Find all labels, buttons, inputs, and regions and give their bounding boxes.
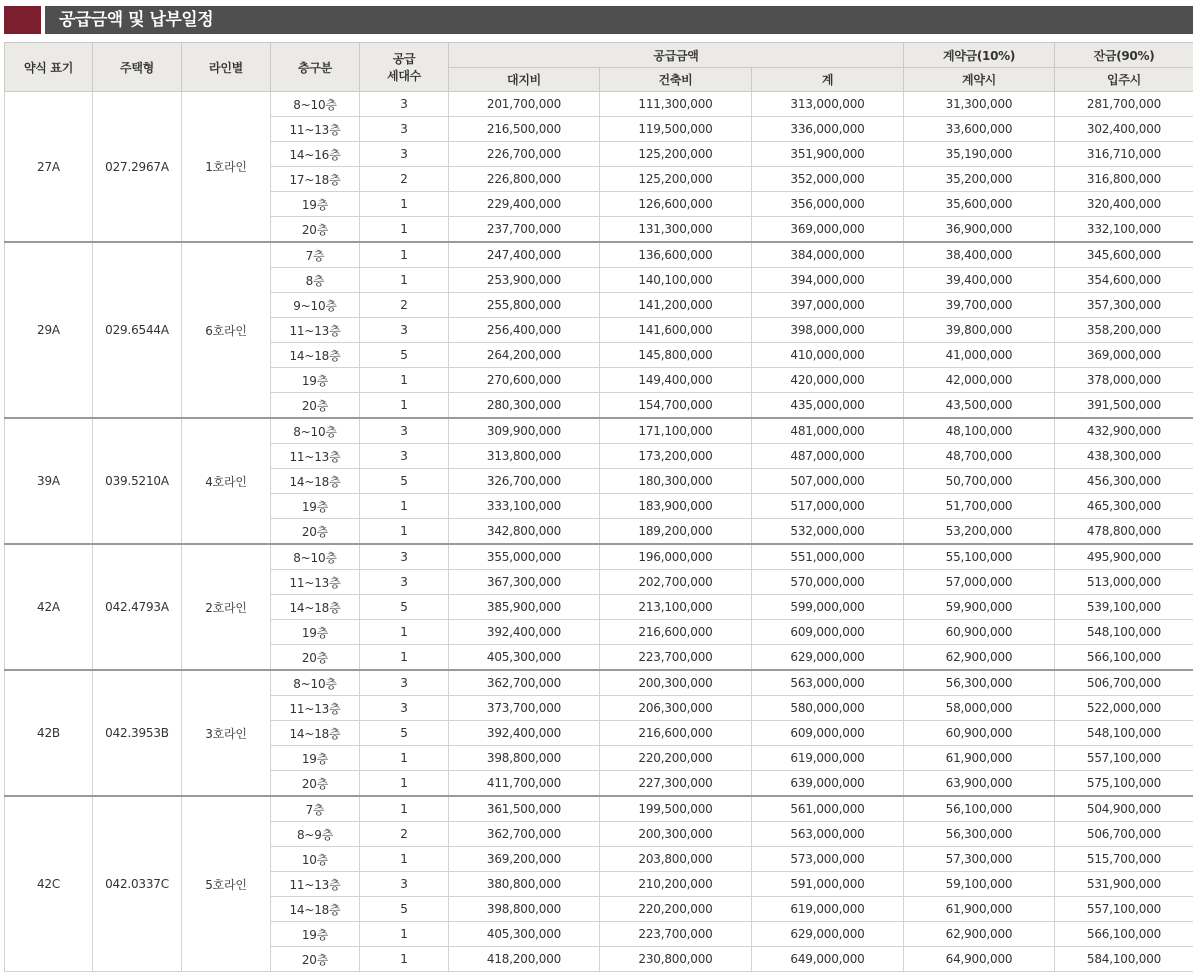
land-cost-cell: 362,700,000 — [449, 670, 600, 696]
table-row — [5, 796, 1193, 822]
total-cell: 398,000,000 — [752, 318, 904, 343]
floor-cell: 11~13층 — [271, 696, 360, 721]
deposit-cell: 56,300,000 — [904, 822, 1055, 847]
header-land: 대지비 — [449, 68, 600, 92]
total-cell: 563,000,000 — [752, 670, 904, 696]
type-abbrev-cell: 29A — [5, 242, 93, 418]
deposit-cell: 59,900,000 — [904, 595, 1055, 620]
floor-cell: 11~13층 — [271, 444, 360, 469]
floor-cell: 19층 — [271, 368, 360, 393]
total-cell: 356,000,000 — [752, 192, 904, 217]
total-cell: 563,000,000 — [752, 822, 904, 847]
units-cell: 2 — [360, 167, 449, 192]
balance-cell: 302,400,000 — [1055, 117, 1193, 142]
header-units-line2: 세대수 — [360, 67, 448, 84]
land-cost-cell: 280,300,000 — [449, 393, 600, 419]
deposit-cell: 39,700,000 — [904, 293, 1055, 318]
building-cost-cell: 126,600,000 — [600, 192, 752, 217]
building-cost-cell: 196,000,000 — [600, 544, 752, 570]
header-type-abbrev: 약식 표기 — [5, 43, 93, 92]
total-cell: 487,000,000 — [752, 444, 904, 469]
units-cell: 5 — [360, 897, 449, 922]
total-cell: 629,000,000 — [752, 645, 904, 671]
deposit-cell: 59,100,000 — [904, 872, 1055, 897]
total-cell: 369,000,000 — [752, 217, 904, 243]
building-cost-cell: 203,800,000 — [600, 847, 752, 872]
title-band — [45, 6, 1193, 34]
units-cell: 1 — [360, 847, 449, 872]
page-title: 공급금액 및 납부일정 — [59, 6, 213, 34]
balance-cell: 575,100,000 — [1055, 771, 1193, 797]
units-cell: 1 — [360, 242, 449, 268]
deposit-cell: 62,900,000 — [904, 922, 1055, 947]
land-cost-cell: 309,900,000 — [449, 418, 600, 444]
land-cost-cell: 333,100,000 — [449, 494, 600, 519]
total-cell: 609,000,000 — [752, 721, 904, 746]
floor-cell: 19층 — [271, 494, 360, 519]
deposit-cell: 48,100,000 — [904, 418, 1055, 444]
table-body — [5, 92, 1193, 972]
total-cell: 629,000,000 — [752, 922, 904, 947]
floor-cell: 8~10층 — [271, 544, 360, 570]
land-cost-cell: 367,300,000 — [449, 570, 600, 595]
land-cost-cell: 373,700,000 — [449, 696, 600, 721]
units-cell: 3 — [360, 117, 449, 142]
total-cell: 394,000,000 — [752, 268, 904, 293]
balance-cell: 281,700,000 — [1055, 92, 1193, 117]
land-cost-cell: 392,400,000 — [449, 721, 600, 746]
land-cost-cell: 355,000,000 — [449, 544, 600, 570]
line-cell: 1호라인 — [182, 92, 271, 243]
total-cell: 561,000,000 — [752, 796, 904, 822]
units-cell: 1 — [360, 746, 449, 771]
table-row — [5, 544, 1193, 570]
building-cost-cell: 230,800,000 — [600, 947, 752, 972]
deposit-cell: 62,900,000 — [904, 645, 1055, 671]
floor-cell: 19층 — [271, 620, 360, 645]
building-cost-cell: 189,200,000 — [600, 519, 752, 545]
house-type-cell: 029.6544A — [93, 242, 182, 418]
total-cell: 410,000,000 — [752, 343, 904, 368]
total-cell: 619,000,000 — [752, 746, 904, 771]
units-cell: 1 — [360, 645, 449, 671]
deposit-cell: 31,300,000 — [904, 92, 1055, 117]
units-cell: 3 — [360, 696, 449, 721]
total-cell: 532,000,000 — [752, 519, 904, 545]
land-cost-cell: 229,400,000 — [449, 192, 600, 217]
deposit-cell: 51,700,000 — [904, 494, 1055, 519]
deposit-cell: 57,300,000 — [904, 847, 1055, 872]
balance-cell: 566,100,000 — [1055, 645, 1193, 671]
building-cost-cell: 227,300,000 — [600, 771, 752, 797]
type-abbrev-cell: 42C — [5, 796, 93, 972]
floor-cell: 19층 — [271, 922, 360, 947]
floor-cell: 19층 — [271, 746, 360, 771]
balance-cell: 357,300,000 — [1055, 293, 1193, 318]
house-type-cell: 042.4793A — [93, 544, 182, 670]
building-cost-cell: 131,300,000 — [600, 217, 752, 243]
land-cost-cell: 237,700,000 — [449, 217, 600, 243]
floor-cell: 7층 — [271, 796, 360, 822]
deposit-cell: 56,300,000 — [904, 670, 1055, 696]
building-cost-cell: 125,200,000 — [600, 167, 752, 192]
balance-cell: 354,600,000 — [1055, 268, 1193, 293]
total-cell: 435,000,000 — [752, 393, 904, 419]
balance-cell: 369,000,000 — [1055, 343, 1193, 368]
units-cell: 2 — [360, 822, 449, 847]
total-cell: 420,000,000 — [752, 368, 904, 393]
units-cell: 5 — [360, 343, 449, 368]
deposit-cell: 57,000,000 — [904, 570, 1055, 595]
balance-cell: 506,700,000 — [1055, 670, 1193, 696]
units-cell: 3 — [360, 418, 449, 444]
deposit-cell: 63,900,000 — [904, 771, 1055, 797]
balance-cell: 432,900,000 — [1055, 418, 1193, 444]
balance-cell: 378,000,000 — [1055, 368, 1193, 393]
deposit-cell: 50,700,000 — [904, 469, 1055, 494]
floor-cell: 14~18층 — [271, 721, 360, 746]
deposit-cell: 53,200,000 — [904, 519, 1055, 545]
type-abbrev-cell: 39A — [5, 418, 93, 544]
units-cell: 3 — [360, 570, 449, 595]
building-cost-cell: 210,200,000 — [600, 872, 752, 897]
units-cell: 3 — [360, 92, 449, 117]
building-cost-cell: 173,200,000 — [600, 444, 752, 469]
land-cost-cell: 405,300,000 — [449, 645, 600, 671]
building-cost-cell: 141,200,000 — [600, 293, 752, 318]
balance-cell: 465,300,000 — [1055, 494, 1193, 519]
units-cell: 5 — [360, 721, 449, 746]
land-cost-cell: 313,800,000 — [449, 444, 600, 469]
total-cell: 580,000,000 — [752, 696, 904, 721]
house-type-cell: 027.2967A — [93, 92, 182, 243]
land-cost-cell: 342,800,000 — [449, 519, 600, 545]
deposit-cell: 61,900,000 — [904, 897, 1055, 922]
deposit-cell: 60,900,000 — [904, 620, 1055, 645]
deposit-cell: 55,100,000 — [904, 544, 1055, 570]
total-cell: 570,000,000 — [752, 570, 904, 595]
floor-cell: 11~13층 — [271, 117, 360, 142]
deposit-cell: 42,000,000 — [904, 368, 1055, 393]
line-cell: 4호라인 — [182, 418, 271, 544]
building-cost-cell: 111,300,000 — [600, 92, 752, 117]
floor-cell: 10층 — [271, 847, 360, 872]
header-total: 계 — [752, 68, 904, 92]
land-cost-cell: 362,700,000 — [449, 822, 600, 847]
building-cost-cell: 220,200,000 — [600, 746, 752, 771]
land-cost-cell: 255,800,000 — [449, 293, 600, 318]
deposit-cell: 58,000,000 — [904, 696, 1055, 721]
total-cell: 619,000,000 — [752, 897, 904, 922]
units-cell: 3 — [360, 444, 449, 469]
deposit-cell: 35,200,000 — [904, 167, 1055, 192]
deposit-cell: 35,190,000 — [904, 142, 1055, 167]
deposit-cell: 60,900,000 — [904, 721, 1055, 746]
building-cost-cell: 136,600,000 — [600, 242, 752, 268]
building-cost-cell: 213,100,000 — [600, 595, 752, 620]
units-cell: 1 — [360, 519, 449, 545]
total-cell: 591,000,000 — [752, 872, 904, 897]
total-cell: 517,000,000 — [752, 494, 904, 519]
floor-cell: 8층 — [271, 268, 360, 293]
deposit-cell: 41,000,000 — [904, 343, 1055, 368]
balance-cell: 566,100,000 — [1055, 922, 1193, 947]
deposit-cell: 39,800,000 — [904, 318, 1055, 343]
header-row-1 — [5, 43, 1193, 68]
floor-cell: 20층 — [271, 217, 360, 243]
units-cell: 3 — [360, 544, 449, 570]
floor-cell: 20층 — [271, 393, 360, 419]
total-cell: 649,000,000 — [752, 947, 904, 972]
units-cell: 1 — [360, 796, 449, 822]
building-cost-cell: 140,100,000 — [600, 268, 752, 293]
total-cell: 397,000,000 — [752, 293, 904, 318]
balance-cell: 548,100,000 — [1055, 721, 1193, 746]
building-cost-cell: 223,700,000 — [600, 645, 752, 671]
units-cell: 3 — [360, 872, 449, 897]
floor-cell: 14~18층 — [271, 469, 360, 494]
balance-cell: 332,100,000 — [1055, 217, 1193, 243]
units-cell: 1 — [360, 192, 449, 217]
type-abbrev-cell: 42A — [5, 544, 93, 670]
line-cell: 6호라인 — [182, 242, 271, 418]
building-cost-cell: 183,900,000 — [600, 494, 752, 519]
header-balance-sub: 입주시 — [1055, 68, 1193, 92]
balance-cell: 513,000,000 — [1055, 570, 1193, 595]
building-cost-cell: 154,700,000 — [600, 393, 752, 419]
price-table — [4, 42, 1193, 972]
balance-cell: 531,900,000 — [1055, 872, 1193, 897]
floor-cell: 20층 — [271, 519, 360, 545]
land-cost-cell: 326,700,000 — [449, 469, 600, 494]
balance-cell: 320,400,000 — [1055, 192, 1193, 217]
header-supply-amount: 공급금액 — [449, 43, 904, 68]
total-cell: 351,900,000 — [752, 142, 904, 167]
balance-cell: 438,300,000 — [1055, 444, 1193, 469]
floor-cell: 20층 — [271, 771, 360, 797]
floor-cell: 8~10층 — [271, 92, 360, 117]
balance-cell: 456,300,000 — [1055, 469, 1193, 494]
total-cell: 384,000,000 — [752, 242, 904, 268]
land-cost-cell: 253,900,000 — [449, 268, 600, 293]
total-cell: 609,000,000 — [752, 620, 904, 645]
land-cost-cell: 392,400,000 — [449, 620, 600, 645]
land-cost-cell: 385,900,000 — [449, 595, 600, 620]
total-cell: 551,000,000 — [752, 544, 904, 570]
deposit-cell: 56,100,000 — [904, 796, 1055, 822]
deposit-cell: 43,500,000 — [904, 393, 1055, 419]
building-cost-cell: 141,600,000 — [600, 318, 752, 343]
floor-cell: 9~10층 — [271, 293, 360, 318]
land-cost-cell: 216,500,000 — [449, 117, 600, 142]
land-cost-cell: 405,300,000 — [449, 922, 600, 947]
balance-cell: 316,710,000 — [1055, 142, 1193, 167]
header-line: 라인별 — [182, 43, 271, 92]
total-cell: 573,000,000 — [752, 847, 904, 872]
land-cost-cell: 226,800,000 — [449, 167, 600, 192]
deposit-cell: 38,400,000 — [904, 242, 1055, 268]
table-row — [5, 418, 1193, 444]
total-cell: 599,000,000 — [752, 595, 904, 620]
units-cell: 5 — [360, 595, 449, 620]
balance-cell: 504,900,000 — [1055, 796, 1193, 822]
land-cost-cell: 380,800,000 — [449, 872, 600, 897]
units-cell: 1 — [360, 771, 449, 797]
total-cell: 313,000,000 — [752, 92, 904, 117]
land-cost-cell: 398,800,000 — [449, 746, 600, 771]
house-type-cell: 042.0337C — [93, 796, 182, 972]
units-cell: 3 — [360, 318, 449, 343]
total-cell: 507,000,000 — [752, 469, 904, 494]
balance-cell: 358,200,000 — [1055, 318, 1193, 343]
header-floor: 층구분 — [271, 43, 360, 92]
floor-cell: 11~13층 — [271, 872, 360, 897]
building-cost-cell: 200,300,000 — [600, 822, 752, 847]
land-cost-cell: 270,600,000 — [449, 368, 600, 393]
units-cell: 1 — [360, 947, 449, 972]
units-cell: 5 — [360, 469, 449, 494]
building-cost-cell: 216,600,000 — [600, 721, 752, 746]
table-row — [5, 92, 1193, 117]
building-cost-cell: 200,300,000 — [600, 670, 752, 696]
floor-cell: 14~16층 — [271, 142, 360, 167]
total-cell: 481,000,000 — [752, 418, 904, 444]
price-table-wrapper — [4, 42, 1193, 972]
floor-cell: 14~18층 — [271, 343, 360, 368]
house-type-cell: 039.5210A — [93, 418, 182, 544]
total-cell: 352,000,000 — [752, 167, 904, 192]
deposit-cell: 35,600,000 — [904, 192, 1055, 217]
land-cost-cell: 201,700,000 — [449, 92, 600, 117]
house-type-cell: 042.3953B — [93, 670, 182, 796]
deposit-cell: 39,400,000 — [904, 268, 1055, 293]
title-accent-square — [4, 6, 41, 34]
deposit-cell: 61,900,000 — [904, 746, 1055, 771]
table-row — [5, 242, 1193, 268]
header-deposit-sub: 계약시 — [904, 68, 1055, 92]
floor-cell: 20층 — [271, 947, 360, 972]
building-cost-cell: 171,100,000 — [600, 418, 752, 444]
balance-cell: 584,100,000 — [1055, 947, 1193, 972]
building-cost-cell: 199,500,000 — [600, 796, 752, 822]
balance-cell: 345,600,000 — [1055, 242, 1193, 268]
land-cost-cell: 369,200,000 — [449, 847, 600, 872]
units-cell: 1 — [360, 620, 449, 645]
deposit-cell: 64,900,000 — [904, 947, 1055, 972]
floor-cell: 20층 — [271, 645, 360, 671]
line-cell: 2호라인 — [182, 544, 271, 670]
header-deposit: 계약금(10%) — [904, 43, 1055, 68]
land-cost-cell: 411,700,000 — [449, 771, 600, 797]
building-cost-cell: 216,600,000 — [600, 620, 752, 645]
units-cell: 1 — [360, 268, 449, 293]
title-bar — [0, 0, 1193, 37]
floor-cell: 19층 — [271, 192, 360, 217]
building-cost-cell: 145,800,000 — [600, 343, 752, 368]
units-cell: 3 — [360, 142, 449, 167]
deposit-cell: 33,600,000 — [904, 117, 1055, 142]
floor-cell: 8~9층 — [271, 822, 360, 847]
header-building: 건축비 — [600, 68, 752, 92]
units-cell: 1 — [360, 368, 449, 393]
floor-cell: 11~13층 — [271, 570, 360, 595]
balance-cell: 522,000,000 — [1055, 696, 1193, 721]
units-cell: 1 — [360, 393, 449, 419]
land-cost-cell: 226,700,000 — [449, 142, 600, 167]
floor-cell: 7층 — [271, 242, 360, 268]
balance-cell: 316,800,000 — [1055, 167, 1193, 192]
table-row — [5, 670, 1193, 696]
line-cell: 3호라인 — [182, 670, 271, 796]
balance-cell: 557,100,000 — [1055, 897, 1193, 922]
floor-cell: 17~18층 — [271, 167, 360, 192]
land-cost-cell: 256,400,000 — [449, 318, 600, 343]
floor-cell: 8~10층 — [271, 670, 360, 696]
units-cell: 1 — [360, 494, 449, 519]
building-cost-cell: 223,700,000 — [600, 922, 752, 947]
units-cell: 1 — [360, 217, 449, 243]
land-cost-cell: 398,800,000 — [449, 897, 600, 922]
total-cell: 639,000,000 — [752, 771, 904, 797]
header-house-type: 주택형 — [93, 43, 182, 92]
building-cost-cell: 149,400,000 — [600, 368, 752, 393]
header-balance: 잔금(90%) — [1055, 43, 1193, 68]
floor-cell: 8~10층 — [271, 418, 360, 444]
building-cost-cell: 119,500,000 — [600, 117, 752, 142]
type-abbrev-cell: 27A — [5, 92, 93, 243]
building-cost-cell: 125,200,000 — [600, 142, 752, 167]
land-cost-cell: 418,200,000 — [449, 947, 600, 972]
balance-cell: 548,100,000 — [1055, 620, 1193, 645]
balance-cell: 539,100,000 — [1055, 595, 1193, 620]
deposit-cell: 48,700,000 — [904, 444, 1055, 469]
type-abbrev-cell: 42B — [5, 670, 93, 796]
building-cost-cell: 220,200,000 — [600, 897, 752, 922]
floor-cell: 14~18층 — [271, 595, 360, 620]
balance-cell: 506,700,000 — [1055, 822, 1193, 847]
building-cost-cell: 180,300,000 — [600, 469, 752, 494]
header-units-line1: 공급 — [360, 50, 448, 67]
land-cost-cell: 264,200,000 — [449, 343, 600, 368]
building-cost-cell: 206,300,000 — [600, 696, 752, 721]
units-cell: 2 — [360, 293, 449, 318]
total-cell: 336,000,000 — [752, 117, 904, 142]
floor-cell: 14~18층 — [271, 897, 360, 922]
balance-cell: 391,500,000 — [1055, 393, 1193, 419]
land-cost-cell: 361,500,000 — [449, 796, 600, 822]
deposit-cell: 36,900,000 — [904, 217, 1055, 243]
floor-cell: 11~13층 — [271, 318, 360, 343]
line-cell: 5호라인 — [182, 796, 271, 972]
units-cell: 3 — [360, 670, 449, 696]
building-cost-cell: 202,700,000 — [600, 570, 752, 595]
header-units — [360, 43, 449, 92]
land-cost-cell: 247,400,000 — [449, 242, 600, 268]
balance-cell: 478,800,000 — [1055, 519, 1193, 545]
balance-cell: 557,100,000 — [1055, 746, 1193, 771]
units-cell: 1 — [360, 922, 449, 947]
balance-cell: 495,900,000 — [1055, 544, 1193, 570]
balance-cell: 515,700,000 — [1055, 847, 1193, 872]
